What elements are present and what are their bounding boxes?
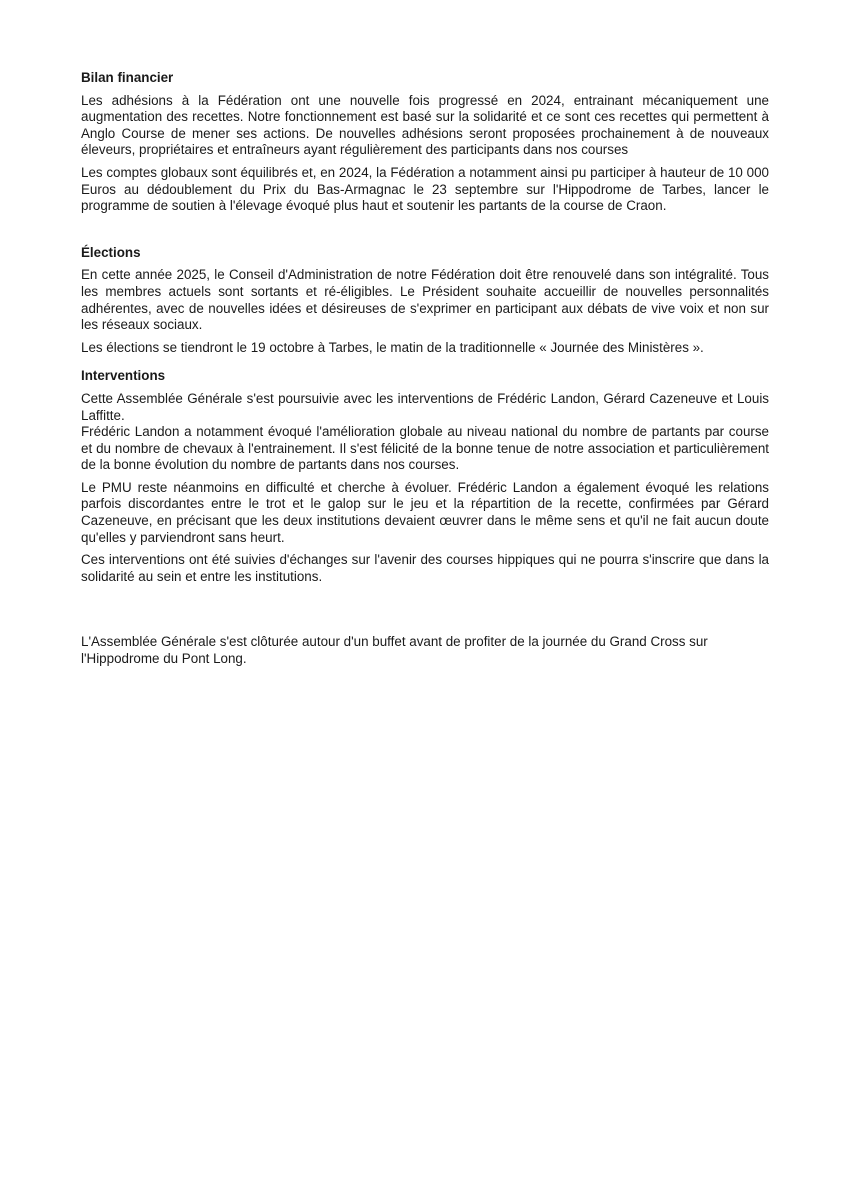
paragraph: Les élections se tiendront le 19 octobre à Tarbes, le matin de la traditionnelle « Journée des Ministères ». xyxy=(81,339,704,355)
paragraph: En cette année 2025, le Conseil d'Administration de notre Fédération doit être renouvelé dans son intégralité. Tous les membres actuels sont sortants et ré-éligibles. Le Président souhaite accueillir de nouvelles personnalités adhérentes, avec de nouvelles idées et désireuses de s'exprimer en participant aux débats de vive voix et non sur les réseaux sociaux. xyxy=(81,267,769,333)
paragraph: Ces interventions ont été suivies d'échanges sur l'avenir des courses hippiques qui ne pourra s'inscrire que dans la solidarité au sein et entre les institutions. xyxy=(81,552,769,584)
paragraph: Les comptes globaux sont équilibrés et, en 2024, la Fédération a notamment ainsi pu participer à hauteur de 10 000 Euros au dédoublement du Prix du Bas-Armagnac le 23 septembre sur l'Hippodrome de Tarbes, lancer le programme de soutien à l'élevage évoqué plus haut et soutenir les partants de la course de Craon. xyxy=(81,164,769,214)
paragraph: Les adhésions à la Fédération ont une nouvelle fois progressé en 2024, entrainant mécaniquement une augmentation des recettes. Notre fonctionnement est basé sur la solidarité et ce sont ces recettes qui permettent à Anglo Course de mener ses actions. De nouvelles adhésions seront proposées prochainement à de nouveaux éleveurs, propriétaires et entraîneurs ayant régulièrement des participants dans nos courses xyxy=(81,92,769,158)
section-closing xyxy=(81,634,769,667)
section-heading: Élections xyxy=(81,244,141,260)
section-heading: Bilan financier xyxy=(81,70,174,85)
section-elections xyxy=(81,245,769,357)
paragraph: L'Assemblée Générale s'est clôturée autour d'un buffet avant de profiter de la journée du Grand Cross sur l'Hippodrome du Pont Long. xyxy=(81,634,708,667)
paragraph: Cette Assemblée Générale s'est poursuivie avec les interventions de Frédéric Landon, Gérard Cazeneuve et Louis Laffitte. xyxy=(81,390,769,423)
document-page xyxy=(81,70,769,674)
section-interventions xyxy=(81,368,769,585)
section-bilan-financier xyxy=(81,70,769,215)
paragraph: Frédéric Landon a notamment évoqué l'amélioration globale au niveau national du nombre de partants par course et du nombre de chevaux à l'entrainement. Il s'est félicité de la bonne tenue de notre association et particulièrement de la bonne évolution du nombre de partants dans nos courses. xyxy=(81,424,769,473)
paragraph: Le PMU reste néanmoins en difficulté et cherche à évoluer. Frédéric Landon a également évoqué les relations parfois discordantes entre le trot et le galop sur le jeu et la répartition de la recette, confirmées par Gérard Cazeneuve, en précisant que les deux institutions devaient œuvrer dans le même sens et qu'il ne fait aucun doute qu'elles y parviendront sans heurt. xyxy=(81,479,769,545)
section-heading: Interventions xyxy=(81,368,166,384)
